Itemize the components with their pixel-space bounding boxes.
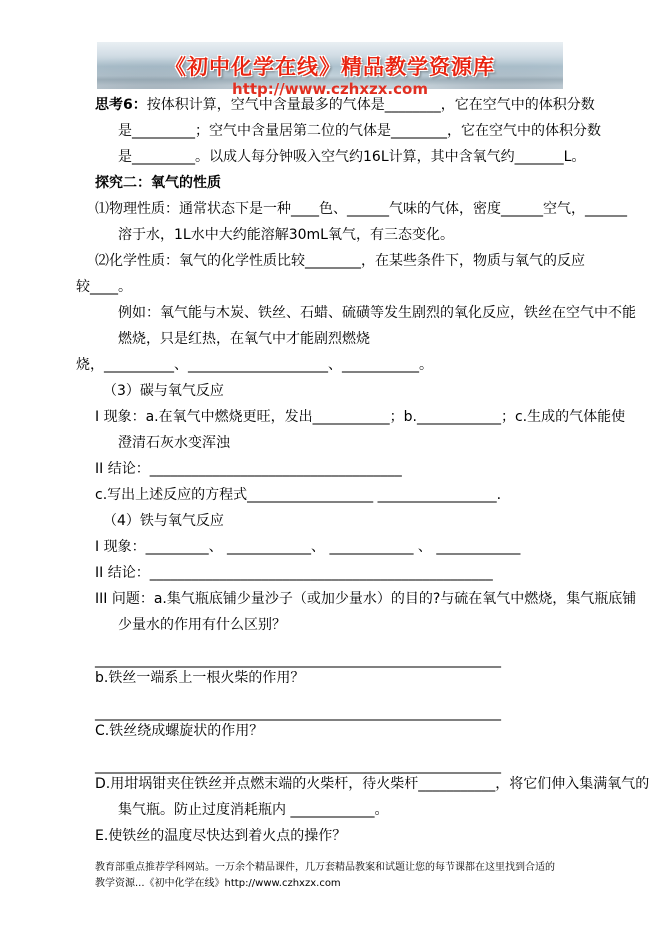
line-text: （3）碳与氧气反应 <box>103 383 224 399</box>
doc-line-chemical-props <box>95 248 585 274</box>
banner-url: http://www.czhxzx.com <box>232 80 428 98</box>
line-text: I 现象：_________、 ____________、 ____________ 、 ____________ <box>95 539 521 555</box>
doc-line <box>118 118 601 144</box>
doc-line <box>76 352 569 378</box>
doc-line-question6 <box>95 92 595 118</box>
line-text: 燃烧，只是红热，在氧气中才能剧烈燃烧 <box>118 331 370 347</box>
doc-line-equation <box>95 482 569 508</box>
doc-line-conclusion <box>95 560 569 586</box>
doc-heading-exploration2 <box>95 170 569 196</box>
line-text: 按体积计算，空气中含量最多的气体是________，它在空气中的体积分数 <box>146 97 595 113</box>
line-text: C.铁丝绕成螺旋状的作用？ <box>95 723 264 739</box>
doc-line-example <box>118 300 636 326</box>
line-text: II 结论：____________________________________ <box>95 461 402 477</box>
footer-line2: 教学资源...《初中化学在线》http://www.czhxzx.com <box>95 878 341 889</box>
doc-line-physical-props <box>95 196 627 222</box>
doc-line <box>76 274 569 300</box>
doc-line-phenomenon <box>95 534 569 560</box>
line-text: I 现象：a.在氧气中燃烧更旺，发出___________；b.____________；c.生成的气体能使 <box>95 409 626 425</box>
line-text: III 问题：a.集气瓶底铺少量沙子（或加少量水）的目的?与硫在氧气中燃烧，集气瓶底铺 <box>95 591 637 607</box>
line-text: b.铁丝一端系上一根火柴的作用？ <box>95 670 305 686</box>
doc-line-question-d <box>95 771 650 797</box>
line-text: 少量水的作用有什么区别？ <box>118 617 286 633</box>
doc-line-questions <box>95 586 637 612</box>
blank-underline: __________________________________________________________ <box>95 705 501 721</box>
doc-heading-carbon-oxygen <box>103 378 569 404</box>
doc-heading-iron-oxygen <box>103 508 569 534</box>
line-text: 溶于水，1L水中大约能溶解30mL氧气，有三态变化。 <box>118 227 454 243</box>
blank-underline: __________________________________________________________ <box>95 652 501 668</box>
doc-line <box>118 797 569 823</box>
line-text: 较____。 <box>76 279 132 295</box>
line-text: 澄清石灰水变浑浊 <box>118 435 230 451</box>
banner-title: 《初中化学在线》精品教学资源库 <box>165 55 495 79</box>
question6-label: 思考6： <box>95 97 147 113</box>
doc-line-phenomenon <box>95 404 626 430</box>
banner-image <box>97 42 563 98</box>
doc-line-question-e <box>95 823 569 849</box>
line-text: c.写出上述反应的方程式__________________ _________________. <box>95 487 502 503</box>
line-text: 集气瓶。防止过度消耗瓶内 ____________。 <box>118 802 389 818</box>
worksheet-content <box>76 92 650 892</box>
line-text: E.使铁丝的温度尽快达到着火点的操作？ <box>95 828 347 844</box>
doc-line <box>118 430 569 456</box>
doc-line <box>118 326 569 352</box>
line-text: ⑴物理性质：通常状态下是一种____色、______气味的气体，密度______空气，______ <box>95 201 627 217</box>
line-text: 烧，__________、____________________、___________。 <box>76 357 433 373</box>
doc-line <box>118 144 586 170</box>
line-text: 例如：氧气能与木炭、铁丝、石蜡、硫磺等发生剧烈的氧化反应，铁丝在空气中不能 <box>118 305 636 321</box>
doc-line <box>118 222 569 248</box>
heading-text: 探究二：氧气的性质 <box>95 175 221 191</box>
line-text: II 结论：_________________________________________________ <box>95 565 493 581</box>
line-text: （4）铁与氧气反应 <box>103 513 224 529</box>
doc-line-conclusion <box>95 456 569 482</box>
line-text: D.用坩埚钳夹住铁丝并点燃末端的火柴杆，待火柴杆___________，将它们伸入集满氧气的 <box>95 776 650 792</box>
blank-underline: __________________________________________________________ <box>95 758 501 774</box>
line-text: ⑵化学性质：氧气的化学性质比较________，在某些条件下，物质与氧气的反应 <box>95 253 585 269</box>
footer-note <box>95 860 569 892</box>
line-text: 是_________；空气中含量居第二位的气体是________，它在空气中的体积分数 <box>118 123 601 139</box>
footer-line1: 教育部重点推荐学科网站。一万余个精品课件，几万套精品教案和试题让您的每节课都在这里找到合适的 <box>95 862 555 873</box>
doc-line <box>118 612 569 638</box>
line-text: 是_________。以成人每分钟吸入空气约16L计算，其中含氧气约_______L。 <box>118 149 586 165</box>
